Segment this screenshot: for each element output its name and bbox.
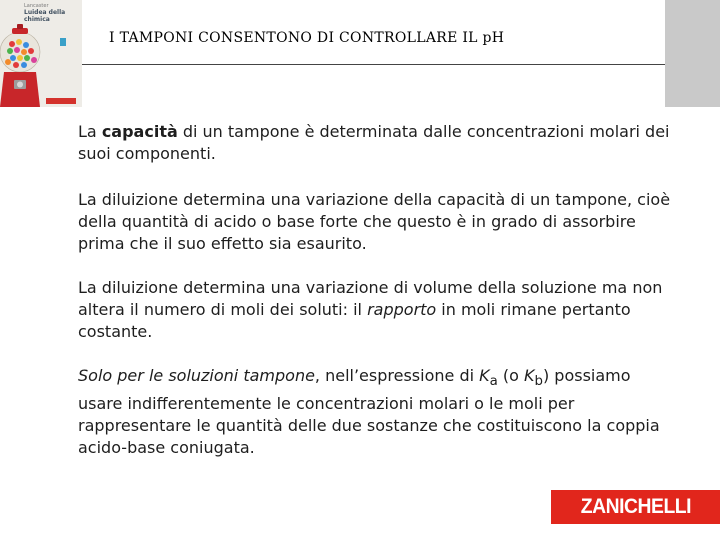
p4-mid: , nell’espressione di	[314, 366, 480, 385]
kb-symbol: K	[524, 366, 535, 385]
cover-publisher-badge	[46, 98, 76, 104]
publisher-logo	[551, 490, 720, 524]
header-divider	[82, 64, 665, 65]
p4-italic-solo: Solo	[78, 366, 113, 385]
paragraph-buffer-expression	[78, 365, 678, 459]
p1-bold-term: capacità	[101, 122, 178, 141]
p3-rest: in moli rimane pertanto costante.	[78, 300, 631, 341]
book-cover-title	[24, 3, 78, 23]
p1-lead: La	[78, 122, 102, 141]
publisher-mark-icon	[60, 38, 66, 46]
paragraph-dilution-capacity: La diluizione determina una variazione della capacità di un tampone, cioè della quantità di acido o base forte che questo è in grado di assorbire prima che il suo effetto sia esaurito.	[78, 190, 671, 253]
p4-rest: ) possiamo usare indifferentemente le concentrazioni molari o le moli per rappresentare le quantità delle due sostanze che costituiscono la coppia acido-base coniugata.	[78, 366, 660, 458]
book-cover-image	[0, 0, 82, 107]
p3-lead: La diluizione determina una variazione di volume della soluzione ma non altera il numero di moli dei soluti: il	[78, 278, 663, 319]
slide-body	[78, 121, 678, 483]
p1-rest: di un tampone è determinata dalle concentrazioni molari dei suoi componenti.	[78, 122, 670, 163]
ka-symbol: K	[479, 366, 490, 385]
book-cover-name: Luidea della chimica	[24, 9, 66, 23]
kb-subscript: b	[534, 374, 543, 390]
ka-subscript: a	[489, 374, 498, 390]
book-cover-author: Lancaster	[24, 3, 49, 9]
p3-italic-term: rapporto	[367, 300, 437, 319]
paragraph-dilution-volume	[78, 277, 678, 343]
p4-between: (o	[497, 366, 524, 385]
page-title: I TAMPONI CONSENTONO DI CONTROLLARE IL pH	[109, 30, 505, 46]
header-panel	[82, 0, 665, 107]
publisher-logo-text: ZANICHELLI	[580, 495, 691, 518]
paragraph-capacity	[78, 121, 678, 165]
p4-italic-context: per le soluzioni tampone	[112, 366, 315, 385]
